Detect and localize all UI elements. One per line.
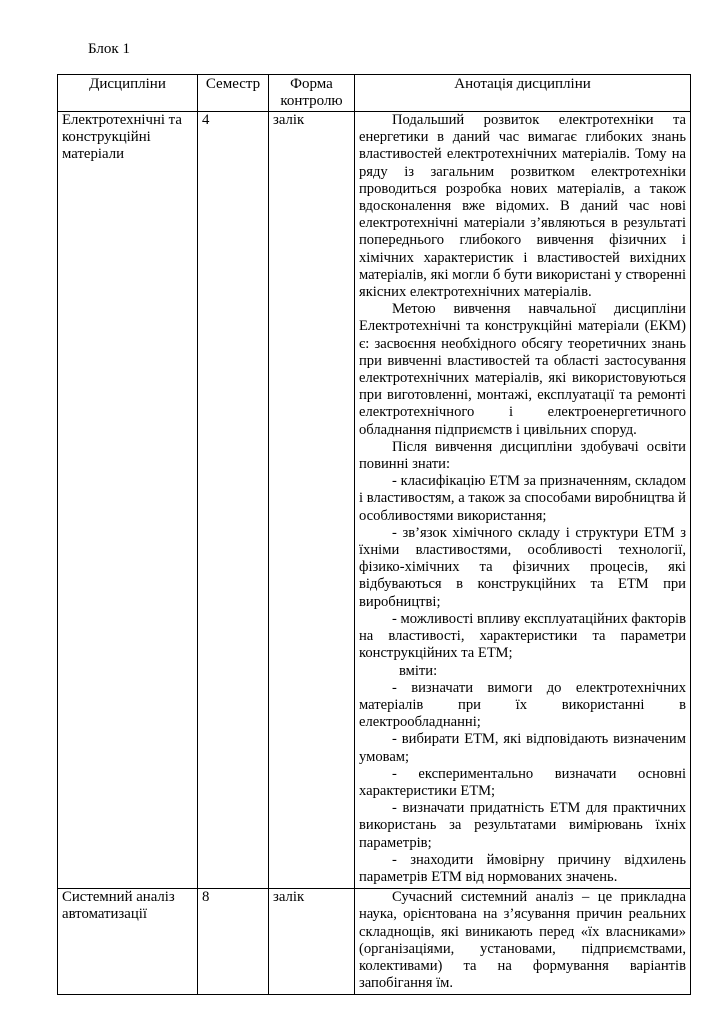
table-row-system-analysis: [58, 889, 691, 995]
annotation-list-item: - вибирати ЕТМ, які відповідають визначеним умовам;: [359, 731, 686, 765]
annotation-paragraph: Подальший розвиток електротехніки та енергетики в даний час вимагає глибоких знань властивостей електротехнічних матеріалів. Тому на ряду із загальним розвитком електротехніки проводиться розробка нових матеріалів, а також вдосконалення вже відомих. В даний час нові електротехнічні матеріали з’являються в результаті попереднього глибокого вивчення фізичних і хімічних характеристик і властивостей вихідних матеріалів, які могли б бути використані у створенні якісних електротехнічних матеріалів.: [359, 112, 686, 301]
block-title: Блок 1: [88, 41, 130, 57]
col-header-control-form: Форма контролю: [269, 75, 355, 112]
table-row-ekm: [58, 112, 691, 889]
annotation-list-item: - класифікацію ЕТМ за призначенням, складом і властивостям, а також за способами виробництва й особливостями використання;: [359, 473, 686, 524]
annotation-paragraph: Сучасний системний аналіз – це прикладна наука, орієнтована на з’ясування причин реальних складнощів, які виникають перед «їх власниками» (організаціями, установами, підприємствами, колективами) та на формування варіантів запобігання їм.: [359, 889, 686, 992]
semester-value: 4: [198, 112, 269, 889]
discipline-name: Системний аналіз автоматизації: [58, 889, 198, 995]
annotation-list-item: - визначати придатність ЕТМ для практичних використань за результатами вимірювань їхніх параметрів;: [359, 800, 686, 851]
col-header-semester: Семестр: [198, 75, 269, 112]
discipline-name: Електротехнічні та конструкційні матеріали: [58, 112, 198, 889]
col-header-annotation: Анотація дисципліни: [355, 75, 691, 112]
header-row: [58, 75, 691, 112]
annotation-subheading: вміти:: [399, 662, 438, 679]
annotation-cell: [355, 112, 691, 889]
control-form-value: залік: [269, 889, 355, 995]
annotation-paragraph: Метою вивчення навчальної дисципліни Електротехнічні та конструкційні матеріали (ЕКМ) є: засвоєння необхідного обсягу теоретичних знань при вивченні властивостей та області застосування електротехнічних матеріалів, які використовуються при виготовленні, монтажі, експлуатації та ремонті електротехнічного і електроенергетичного обладнання підприємств і цивільних споруд.: [359, 301, 686, 438]
annotation-list-item: - експериментально визначати основні характеристики ЕТМ;: [359, 765, 686, 799]
annotation-cell: [355, 889, 691, 995]
annotation-list-item: - зв’язок хімічного складу і структури ЕТМ з їхніми властивостями, особливості технології, фізико-хімічних та фізичних процесів, які відбуваються в конструкційних та ЕТМ при виробництві;: [359, 524, 686, 610]
annotation-list-item: - можливості впливу експлуатаційних факторів на властивості, характеристики та параметри конструкційних та ЕТМ;: [359, 610, 686, 662]
annotation-paragraph: Після вивчення дисципліни здобувачі освіти повинні знати:: [359, 438, 686, 473]
annotation-list-item: - визначати вимоги до електротехнічних матеріалів при їх використанні в електрообладнанні;: [359, 679, 686, 731]
col-header-disciplines: Дисципліни: [58, 75, 198, 112]
annotation-list-item: - знаходити ймовірну причину відхилень параметрів ЕТМ від нормованих значень.: [359, 851, 686, 885]
control-form-value: залік: [269, 112, 355, 889]
disciplines-table: [57, 74, 691, 995]
semester-value: 8: [198, 889, 269, 995]
